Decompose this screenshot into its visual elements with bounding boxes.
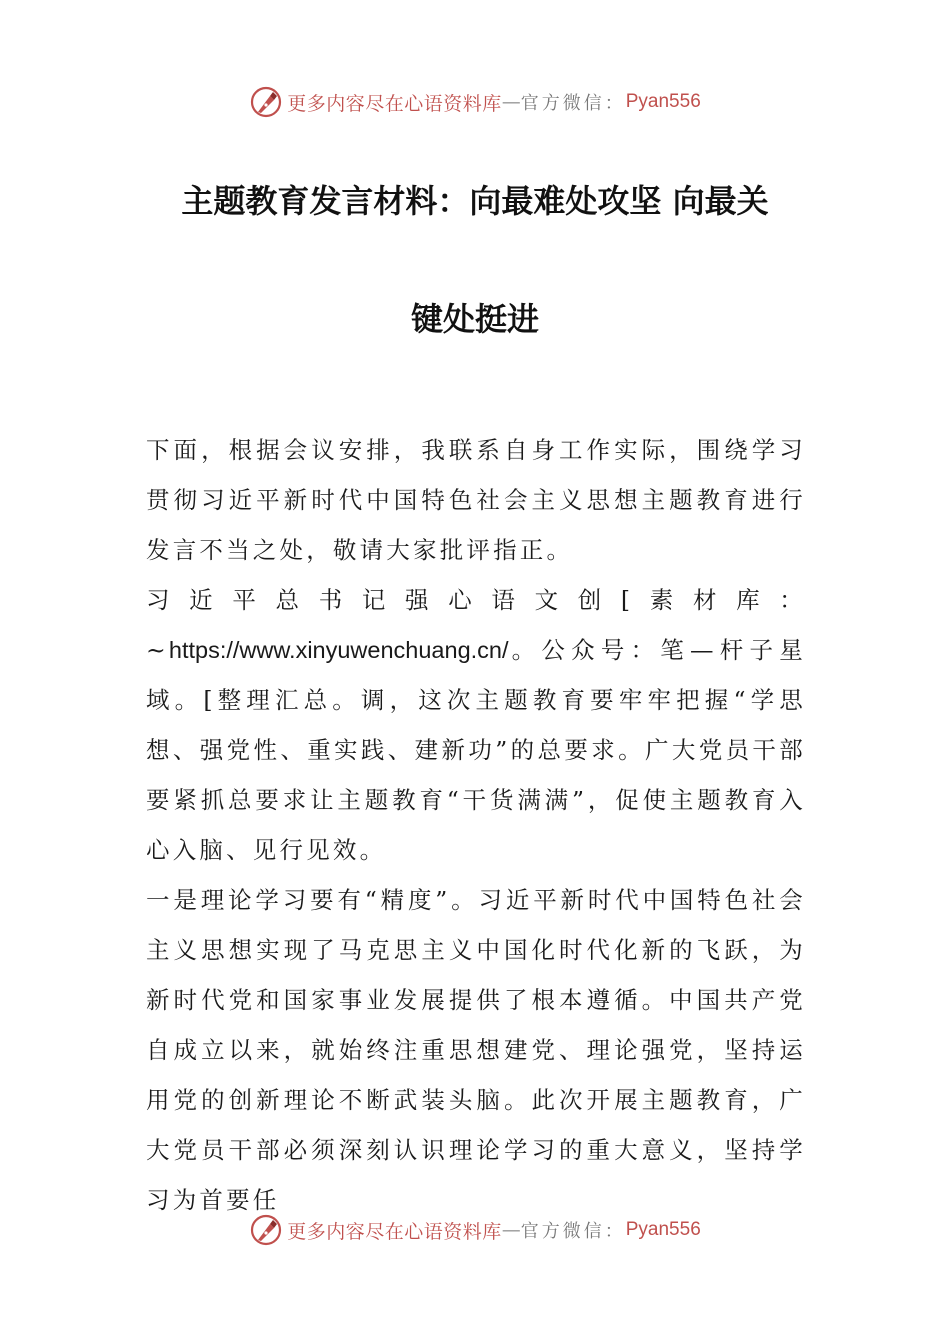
pen-nib-logo-icon bbox=[249, 1213, 283, 1247]
title-line-2: 键处挺进 bbox=[410, 300, 539, 338]
pen-nib-logo-icon bbox=[249, 85, 283, 119]
banner-text: 更多内容尽在心语资料库 bbox=[287, 92, 502, 115]
paragraph-requirements-part-2: 。公众号：笔—杆子星域。[整理汇总。调，这次主题教育要牢牢把握“学思想、强党性、重实践、建新功”的总要求。广大党员干部要紧抓总要求让主题教育“干货满满”，促使主题教育入心入脑、见行见效。 bbox=[146, 636, 806, 864]
footer-banner bbox=[0, 1210, 950, 1250]
banner-wechat-id: Pyan556 bbox=[625, 91, 701, 112]
document-body bbox=[146, 425, 806, 1225]
source-url: https://www.xinyuwenchuang.cn/ bbox=[168, 637, 509, 663]
footer-banner-separator: — bbox=[501, 1219, 521, 1241]
footer-banner-wechat-id: Pyan556 bbox=[625, 1219, 701, 1240]
paragraph-requirements bbox=[146, 575, 806, 875]
title-line-1: 主题教育发言材料：向最难处攻坚 向最关 bbox=[181, 182, 769, 220]
footer-banner-wechat-label: 官方微信： bbox=[520, 1221, 626, 1242]
paragraph-intro: 下面，根据会议安排，我联系自身工作实际，围绕学习贯彻习近平新时代中国特色社会主义思想主题教育进行发言不当之处，敬请大家批评指正。 bbox=[146, 436, 806, 564]
header-banner bbox=[0, 82, 950, 122]
paragraph-requirements-part-1: 习近平总书记强心语文创[素材库：~ bbox=[146, 586, 806, 664]
document-title bbox=[145, 172, 805, 408]
banner-wechat-label: 官方微信： bbox=[520, 93, 626, 114]
banner-separator: — bbox=[501, 91, 521, 113]
paragraph-point-one: 一是理论学习要有“精度”。习近平新时代中国特色社会主义思想实现了马克思主义中国化时代化新的飞跃，为新时代党和国家事业发展提供了根本遵循。中国共产党自成立以来，就始终注重思想建党、理论强党，坚持运用党的创新理论不断武装头脑。此次开展主题教育，广大党员干部必须深刻认识理论学习的重大意义，坚持学习为首要任 bbox=[146, 886, 806, 1214]
footer-banner-text: 更多内容尽在心语资料库 bbox=[287, 1220, 502, 1243]
